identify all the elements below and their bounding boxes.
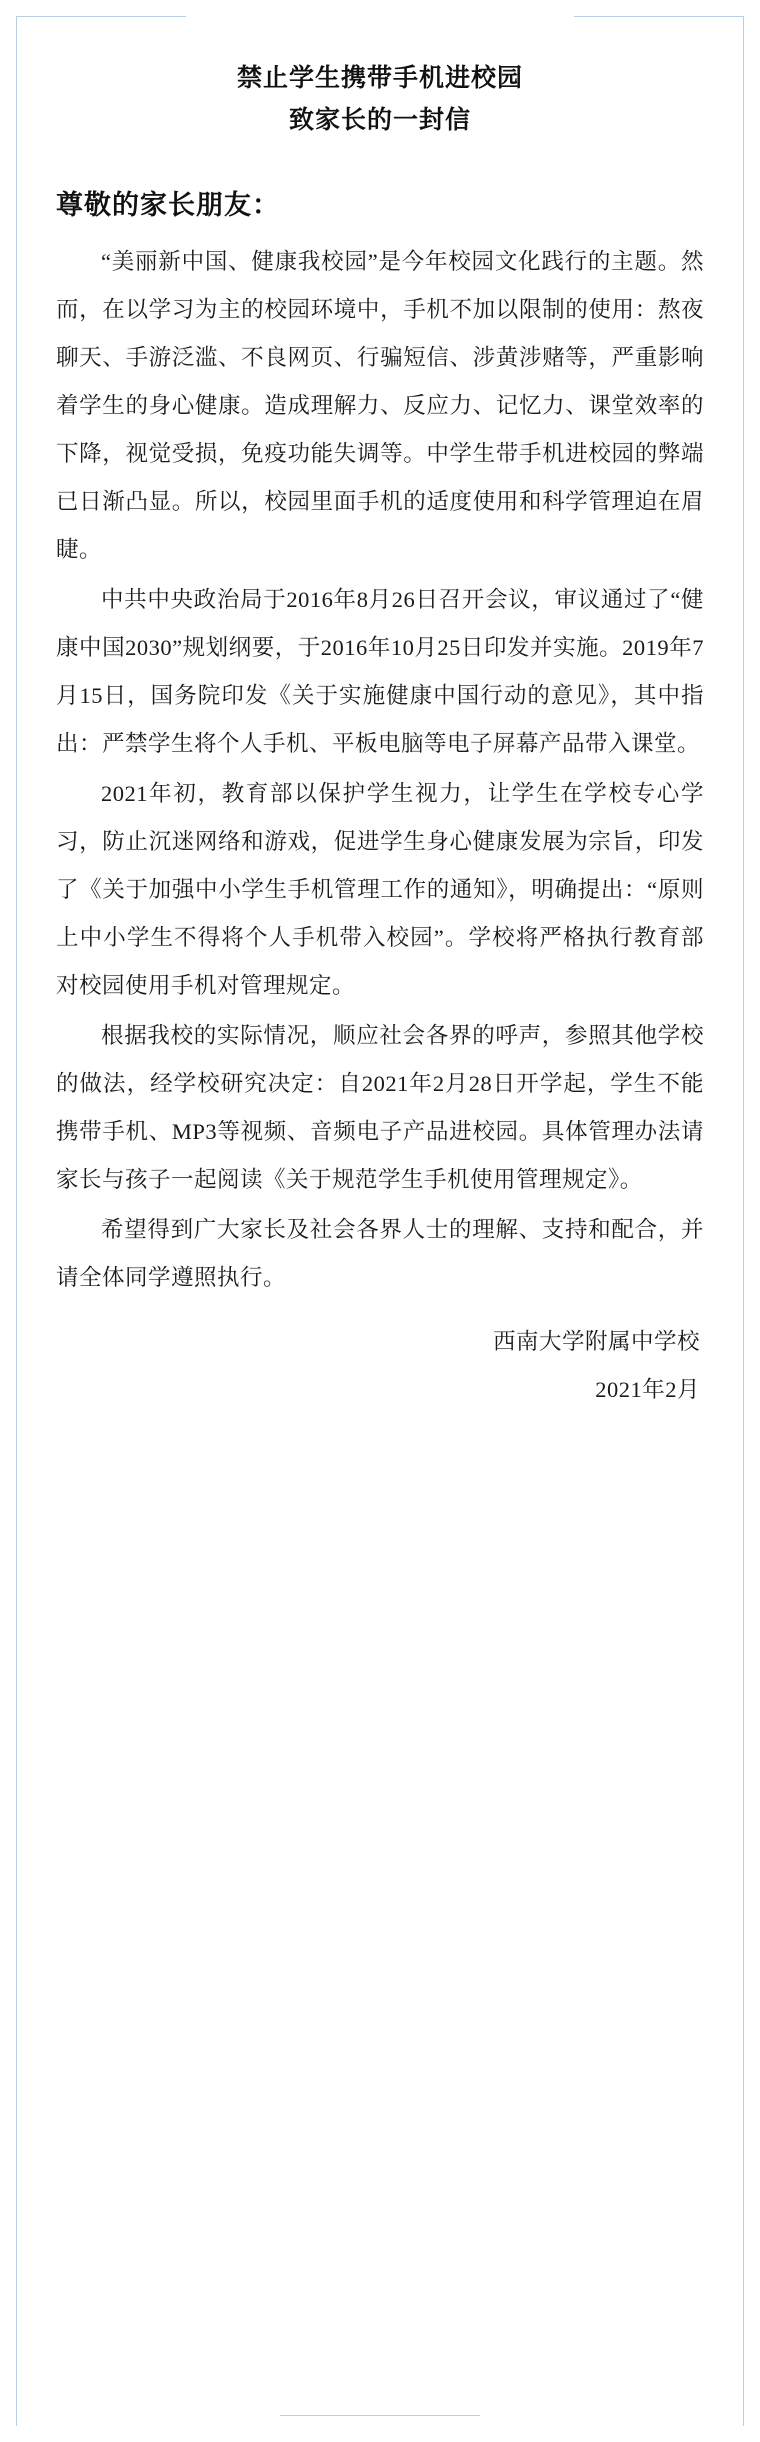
paragraph-2: 中共中央政治局于2016年8月26日召开会议，审议通过了“健康中国2030”规划纲要，于2016年10月25日印发并实施。2019年7月15日，国务院印发《关于实施健康中国行动的意见》，其中指出：严禁学生将个人手机、平板电脑等电子屏幕产品带入课堂。 <box>56 587 704 756</box>
title-line-2: 致家长的一封信 <box>288 107 471 134</box>
paragraph-5: 希望得到广大家长及社会各界人士的理解、支持和配合，并请全体同学遵照执行。 <box>56 1217 704 1290</box>
decorative-bottom-rule <box>280 2415 480 2416</box>
paragraph-1: “美丽新中国、健康我校园”是今年校园文化践行的主题。然而，在以学习为主的校园环境中，手机不加以限制的使用：熬夜聊天、手游泛滥、不良网页、行骗短信、涉黄涉赌等，严重影响着学生的身心健康。造成理解力、反应力、记忆力、课堂效率的下降，视觉受损，免疫功能失调等。中学生带手机进校园的弊端已日渐凸显。所以，校园里面手机的适度使用和科学管理迫在眉睫。 <box>56 249 704 562</box>
title-line-1: 禁止学生携带手机进校园 <box>236 65 523 92</box>
salutation: 尊敬的家长朋友： <box>56 190 280 220</box>
paragraph-3: 2021年初，教育部以保护学生视力，让学生在学校专心学习，防止沉迷网络和游戏，促进学生身心健康发展为宗旨，印发了《关于加强中小学生手机管理工作的通知》，明确提出：“原则上中小学生不得将个人手机带入校园”。学校将严格执行教育部对校园使用手机对管理规定。 <box>56 781 704 998</box>
page-title <box>56 58 704 142</box>
paragraph-4: 根据我校的实际情况，顺应社会各界的呼声，参照其他学校的做法，经学校研究决定：自2021年2月28日开学起，学生不能携带手机、MP3等视频、音频电子产品进校园。具体管理办法请家长与孩子一起阅读《关于规范学生手机使用管理规定》。 <box>56 1023 704 1192</box>
signature-organization: 西南大学附属中学校 <box>492 1329 700 1354</box>
signature-block <box>56 1318 704 1414</box>
signature-date: 2021年2月 <box>595 1377 700 1402</box>
